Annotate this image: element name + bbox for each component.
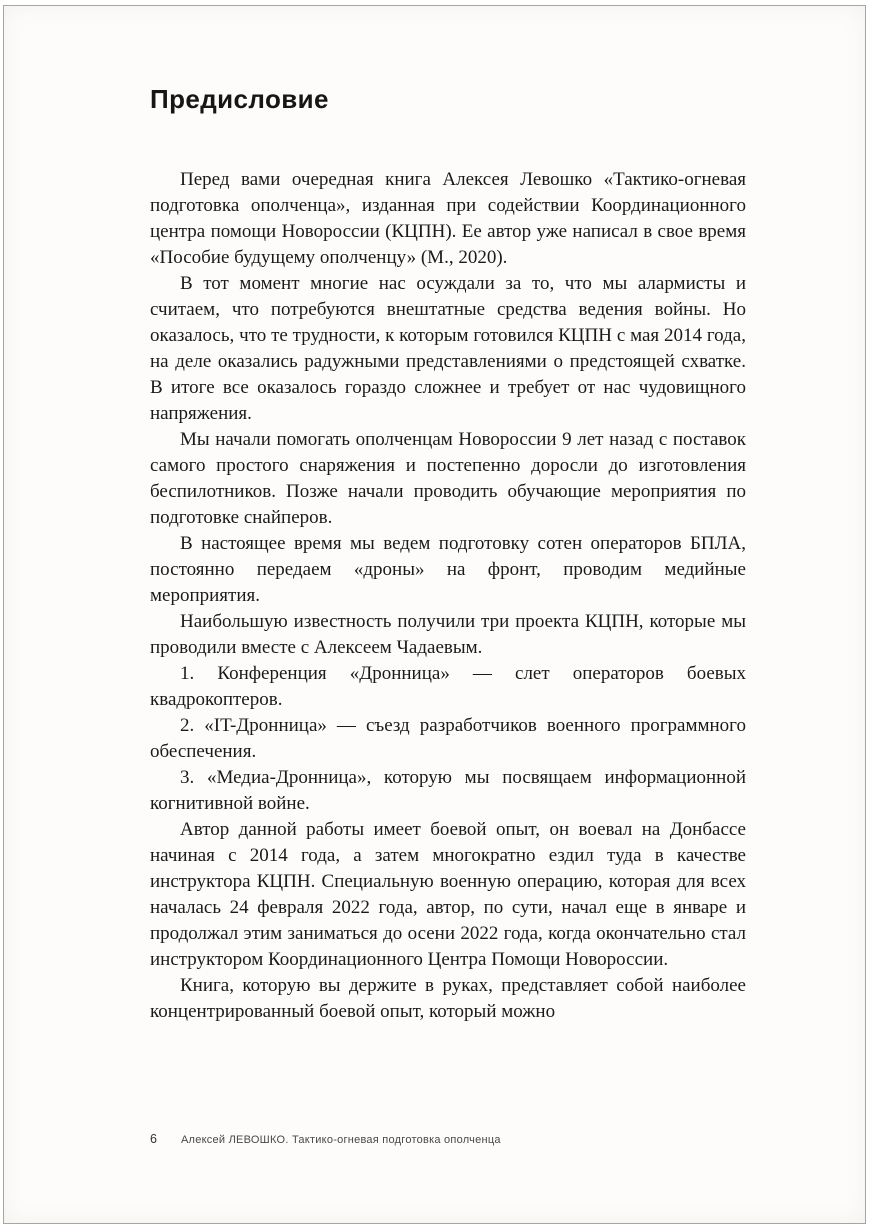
- page-content: [150, 84, 746, 1025]
- paragraph: Мы начали помогать ополченцам Новороссии 9 лет назад с поставок самого простого снаряжения и постепенно доросли до изготовления беспилотников. Позже начали проводить обучающие мероприятия по подготовке снайперов.: [150, 429, 746, 528]
- running-footer: Алексей ЛЕВОШКО. Тактико-огневая подготовка ополченца: [180, 1134, 501, 1146]
- list-item-project-2: 2. «IT-Дронница» — съезд разработчиков военного программного обеспечения.: [150, 715, 746, 762]
- paragraph: В настоящее время мы ведем подготовку сотен операторов БПЛА, постоянно передаем «дроны» на фронт, проводим медийные мероприятия.: [150, 533, 746, 606]
- page-number: 6: [150, 1132, 157, 1146]
- paragraph: В тот момент многие нас осуждали за то, что мы алармисты и считаем, что потребуются внештатные средства ведения войны. Но оказалось, что те трудности, к которым готовился КЦПН с мая 2014 года, на деле оказались радужными представлениями о предстоящей схватке. В итоге все оказалось гораздо сложнее и требует от нас чудовищного напряжения.: [150, 273, 746, 424]
- paragraph: Наибольшую известность получили три проекта КЦПН, которые мы проводили вместе с Алексеем Чадаевым.: [150, 611, 746, 658]
- paragraph: Книга, которую вы держите в руках, представляет собой наиболее концентрированный боевой опыт, который можно: [150, 975, 746, 1022]
- book-page: [3, 5, 866, 1224]
- body-text: [150, 167, 746, 1025]
- paragraph: Автор данной работы имеет боевой опыт, он воевал на Донбассе начиная с 2014 года, а затем многократно ездил туда в качестве инструктора КЦПН. Специальную военную операцию, которая для всех началась 24 февраля 2022 года, автор, по сути, начал еще в январе и продолжал этим заниматься до осени 2022 года, когда окончательно стал инструктором Координационного Центра Помощи Новороссии.: [150, 819, 746, 970]
- list-item-project-3: 3. «Медиа-Дронница», которую мы посвящаем информационной когнитивной войне.: [150, 767, 746, 814]
- paragraph: Перед вами очередная книга Алексея Левошко «Тактико-огневая подготовка ополченца», изданная при содействии Координационного центра помощи Новороссии (КЦПН). Ее автор уже написал в свое время «Пособие будущему ополченцу» (М., 2020).: [150, 169, 746, 268]
- list-item-project-1: 1. Конференция «Дронница» — слет операторов боевых квадрокоптеров.: [150, 663, 746, 710]
- page-footer: [150, 1132, 501, 1146]
- page-title: Предисловие: [150, 84, 329, 114]
